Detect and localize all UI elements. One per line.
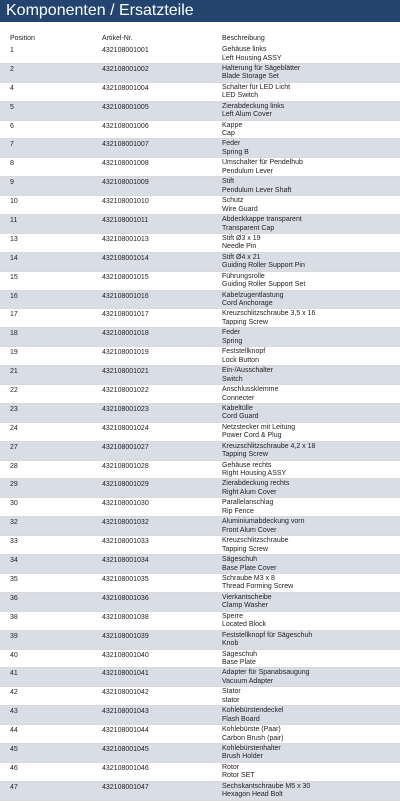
- part-description-en: Tapping Screw: [222, 545, 268, 553]
- part-description-de: Stift Ø4 x 21: [222, 253, 261, 261]
- part-description-en: Cord Guard: [222, 413, 259, 421]
- part-position: 36: [10, 594, 18, 602]
- part-description-en: Guiding Roller Support Set: [222, 281, 306, 289]
- table-row: [0, 139, 400, 158]
- part-description-en: Left Alum Cover: [222, 111, 272, 119]
- part-position: 39: [10, 632, 18, 640]
- part-position: 42: [10, 689, 18, 697]
- part-description-de: Schalter für LED Licht: [222, 83, 291, 91]
- part-article-number: 432108001021: [102, 368, 149, 376]
- part-article-number: 432108001018: [102, 330, 149, 338]
- part-article-number: 432108001041: [102, 670, 149, 678]
- part-description-de: Aluminiumabdeckung vorn: [222, 518, 305, 526]
- part-position: 9: [10, 179, 14, 187]
- part-position: 10: [10, 198, 18, 206]
- part-description-en: Flash Board: [222, 715, 260, 723]
- part-description-de: Zierabdeckung links: [222, 102, 285, 110]
- table-row: [0, 763, 400, 782]
- part-position: 28: [10, 462, 18, 470]
- part-description-de: Feststellknopf für Sägeschuh: [222, 631, 313, 639]
- part-position: 44: [10, 727, 18, 735]
- part-article-number: 432108001005: [102, 103, 149, 111]
- part-position: 17: [10, 311, 18, 319]
- part-description-de: Sperre: [222, 612, 244, 620]
- part-description-en: Brush Holder: [222, 753, 263, 761]
- part-description-en: Spring B: [222, 148, 249, 156]
- part-description-en: stator: [222, 696, 240, 704]
- column-header-article: Artikel-Nr.: [102, 35, 133, 42]
- part-description-de: Gehäuse rechts: [222, 461, 272, 469]
- table-row: [0, 404, 400, 423]
- part-description-en: Right Housing ASSY: [222, 470, 287, 478]
- part-position: 7: [10, 141, 14, 149]
- table-row: [0, 272, 400, 291]
- table-row: [0, 479, 400, 498]
- part-description-de: Stift: [222, 178, 235, 186]
- part-description-en: Right Alum Cover: [222, 488, 277, 496]
- part-article-number: 432108001038: [102, 613, 149, 621]
- part-description-en: Transparent Cap: [222, 224, 275, 232]
- part-article-number: 432108001011: [102, 217, 149, 225]
- table-row: [0, 668, 400, 687]
- part-description-de: Kohlebürstendeckel: [222, 707, 284, 715]
- part-position: 45: [10, 745, 18, 753]
- part-description-de: Kabelzugentlastung: [222, 291, 284, 299]
- part-description-de: Parallelanschlag: [222, 499, 274, 507]
- table-row: [0, 593, 400, 612]
- part-article-number: 432108001001: [102, 47, 149, 54]
- part-article-number: 432108001029: [102, 481, 149, 489]
- part-position: 33: [10, 538, 18, 546]
- table-row: [0, 574, 400, 593]
- column-header-description: Beschreibung: [222, 35, 265, 42]
- part-article-number: 432108001044: [102, 727, 149, 735]
- part-position: 22: [10, 387, 18, 395]
- table-row: [0, 744, 400, 763]
- parts-table: [0, 45, 400, 799]
- part-description-de: Stator: [222, 688, 241, 696]
- part-description-en: Power Cord & Plug: [222, 432, 282, 440]
- table-row: [0, 309, 400, 328]
- part-description-de: Umschalter für Pendelhub: [222, 159, 303, 167]
- part-description-de: Netzstecker mit Leitung: [222, 423, 296, 431]
- part-position: 43: [10, 708, 18, 716]
- table-row: [0, 196, 400, 215]
- part-description-en: Rip Fence: [222, 507, 254, 515]
- table-row: [0, 45, 400, 64]
- part-description-de: Kohlebürstenhalter: [222, 744, 281, 752]
- part-description-de: Rotor: [222, 763, 240, 771]
- part-position: 38: [10, 613, 18, 621]
- part-description-de: Adapter für Spanabsaugung: [222, 669, 310, 677]
- part-description-en: Left Housing ASSY: [222, 54, 282, 62]
- part-article-number: 432108001023: [102, 405, 149, 413]
- table-row: [0, 347, 400, 366]
- part-article-number: 432108001014: [102, 254, 149, 262]
- table-row: [0, 517, 400, 536]
- part-article-number: 432108001039: [102, 632, 149, 640]
- part-position: 21: [10, 368, 18, 376]
- part-description-en: Needle Pin: [222, 243, 257, 251]
- part-position: 8: [10, 160, 14, 168]
- part-description-de: Zierabdeckung rechts: [222, 480, 290, 488]
- part-description-de: Abdeckkappe transparent: [222, 216, 302, 224]
- part-position: 47: [10, 783, 18, 791]
- table-row: [0, 706, 400, 725]
- part-description-en: LED Switch: [222, 92, 259, 100]
- part-description-de: Halterung für Sägeblätter: [222, 64, 301, 72]
- part-article-number: 432108001015: [102, 273, 149, 281]
- page-title: Komponenten / Ersatzteile: [0, 0, 400, 22]
- part-description-en: Carbon Brush (pair): [222, 734, 284, 742]
- part-position: 18: [10, 330, 18, 338]
- table-row: [0, 442, 400, 461]
- part-description-en: Base Plate Cover: [222, 564, 277, 572]
- part-position: 23: [10, 405, 18, 413]
- part-position: 34: [10, 557, 18, 565]
- part-position: 4: [10, 84, 14, 92]
- part-position: 46: [10, 764, 18, 772]
- part-description-de: Stift Ø3 x 19: [222, 234, 261, 242]
- part-description-de: Anschlussklemme: [222, 386, 279, 394]
- part-description-en: Tapping Screw: [222, 451, 268, 459]
- part-article-number: 432108001028: [102, 462, 149, 470]
- table-row: [0, 782, 400, 801]
- part-description-en: Blade Storage Set: [222, 73, 279, 81]
- part-description-de: Gehäuse links: [222, 46, 267, 53]
- part-position: 16: [10, 292, 18, 300]
- part-article-number: 432108001002: [102, 65, 149, 73]
- part-article-number: 432108001043: [102, 708, 149, 716]
- part-article-number: 432108001013: [102, 235, 149, 243]
- part-description-en: Rotor SET: [222, 772, 255, 780]
- column-header-position: Position: [10, 35, 35, 42]
- table-row: [0, 555, 400, 574]
- part-description-de: Sägeschuh: [222, 650, 258, 658]
- part-description-de: Kohlebürste (Paar): [222, 726, 281, 734]
- part-position: 32: [10, 519, 18, 527]
- part-description-de: Kreuzschlitzschraube 4,2 x 18: [222, 442, 316, 450]
- part-description-en: Switch: [222, 375, 243, 383]
- part-article-number: 432108001045: [102, 745, 149, 753]
- part-article-number: 432108001009: [102, 179, 149, 187]
- table-row: [0, 328, 400, 347]
- part-article-number: 432108001030: [102, 500, 149, 508]
- table-row: [0, 102, 400, 121]
- part-article-number: 432108001033: [102, 538, 149, 546]
- part-description-de: Feder: [222, 140, 241, 148]
- part-article-number: 432108001017: [102, 311, 149, 319]
- part-description-de: Führungsrolle: [222, 272, 265, 280]
- table-row: [0, 83, 400, 102]
- part-description-en: Connecter: [222, 394, 255, 402]
- part-description-en: Pendulum Lever Shaft: [222, 186, 292, 194]
- table-row: [0, 498, 400, 517]
- table-row: [0, 253, 400, 272]
- part-article-number: 432108001019: [102, 349, 149, 357]
- part-position: 19: [10, 349, 18, 357]
- part-description-de: Feder: [222, 329, 241, 337]
- part-position: 11: [10, 217, 18, 225]
- table-row: [0, 385, 400, 404]
- part-article-number: 432108001042: [102, 689, 149, 697]
- part-article-number: 432108001010: [102, 198, 149, 206]
- part-article-number: 432108001047: [102, 783, 149, 791]
- part-description-de: Kappe: [222, 121, 243, 129]
- table-row: [0, 121, 400, 140]
- part-position: 13: [10, 235, 18, 243]
- part-article-number: 432108001024: [102, 424, 149, 432]
- column-headers: [0, 33, 400, 45]
- part-position: 35: [10, 575, 18, 583]
- part-article-number: 432108001008: [102, 160, 149, 168]
- table-row: [0, 215, 400, 234]
- part-description-en: Thread Forming Screw: [222, 583, 294, 591]
- part-position: 27: [10, 443, 18, 451]
- part-description-en: Pendulum Lever: [222, 167, 273, 175]
- table-row: [0, 423, 400, 442]
- part-description-en: Cap: [222, 130, 235, 138]
- part-position: 24: [10, 424, 18, 432]
- table-row: [0, 536, 400, 555]
- table-row: [0, 612, 400, 631]
- table-row: [0, 687, 400, 706]
- part-description-en: Base Plate: [222, 659, 256, 666]
- part-description-en: Guiding Roller Support Pin: [222, 262, 305, 270]
- part-description-de: Kabeltülle: [222, 404, 253, 412]
- table-row: [0, 725, 400, 744]
- part-article-number: 432108001006: [102, 122, 149, 130]
- table-row: [0, 461, 400, 480]
- part-article-number: 432108001040: [102, 651, 149, 659]
- table-row: [0, 177, 400, 196]
- part-article-number: 432108001022: [102, 387, 149, 395]
- part-description-de: Vierkantscheibe: [222, 593, 272, 601]
- part-article-number: 432108001027: [102, 443, 149, 451]
- part-article-number: 432108001004: [102, 84, 149, 92]
- part-position: 40: [10, 651, 18, 659]
- part-position: 1: [10, 47, 14, 54]
- part-article-number: 432108001007: [102, 141, 149, 149]
- part-article-number: 432108001036: [102, 594, 149, 602]
- part-description-en: Clamp Washer: [222, 602, 269, 610]
- part-position: 2: [10, 65, 14, 73]
- table-row: [0, 291, 400, 310]
- part-description-en: Wire Guard: [222, 205, 258, 213]
- part-article-number: 432108001034: [102, 557, 149, 565]
- table-row: [0, 158, 400, 177]
- part-position: 41: [10, 670, 18, 678]
- part-description-en: Front Alum Cover: [222, 526, 277, 534]
- part-description-de: Sechskantschraube M5 x 30: [222, 782, 311, 790]
- part-position: 29: [10, 481, 18, 489]
- part-description-de: Ein-/Ausschalter: [222, 367, 273, 375]
- table-row: [0, 631, 400, 650]
- part-position: 6: [10, 122, 14, 130]
- table-row: [0, 650, 400, 669]
- part-description-en: Vacuum Adapter: [222, 677, 274, 685]
- part-description-en: Lock Button: [222, 356, 259, 364]
- part-description-de: Sägeschuh: [222, 556, 258, 564]
- part-description-de: Schutz: [222, 197, 244, 205]
- table-row: [0, 64, 400, 83]
- part-description-en: Cord Anchorage: [222, 300, 273, 308]
- part-position: 30: [10, 500, 18, 508]
- part-description-de: Feststellknopf: [222, 348, 266, 356]
- part-article-number: 432108001016: [102, 292, 149, 300]
- part-position: 14: [10, 254, 18, 262]
- table-row: [0, 366, 400, 385]
- part-description-de: Kreuzschlitzschraube: [222, 537, 289, 545]
- part-article-number: 432108001032: [102, 519, 149, 527]
- part-description-en: Hexagon Head Bolt: [222, 791, 283, 799]
- part-description-en: Located Block: [222, 621, 266, 629]
- part-description-en: Spring: [222, 337, 243, 345]
- part-article-number: 432108001035: [102, 575, 149, 583]
- table-row: [0, 234, 400, 253]
- part-description-de: Kreuzschlitzschraube 3,5 x 16: [222, 310, 316, 318]
- part-description-en: Tapping Screw: [222, 318, 268, 326]
- part-article-number: 432108001046: [102, 764, 149, 772]
- part-position: 15: [10, 273, 18, 281]
- part-description-en: Knob: [222, 640, 239, 648]
- part-position: 5: [10, 103, 14, 111]
- part-description-de: Schraube M3 x 8: [222, 574, 275, 582]
